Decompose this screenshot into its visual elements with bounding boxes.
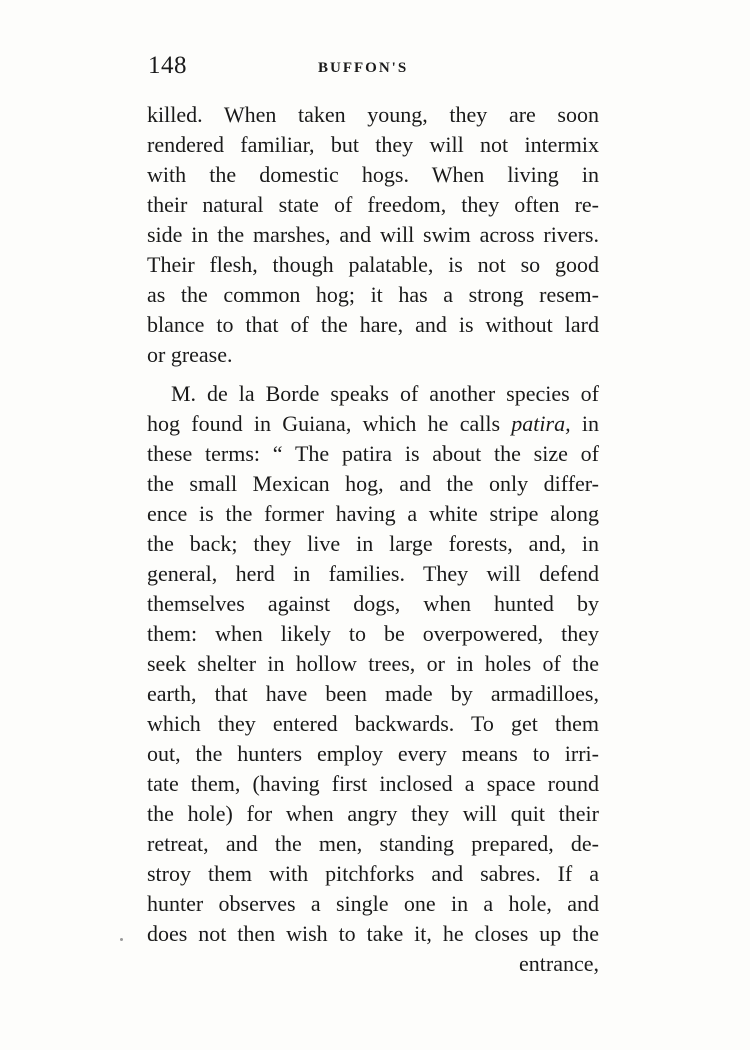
text-segment: in bbox=[570, 411, 599, 436]
text-line: M. de la Borde speaks of another species of bbox=[171, 381, 599, 406]
text-line: the hole) for when angry they will quit their bbox=[147, 801, 599, 826]
text-line: them: when likely to be overpowered, they bbox=[147, 621, 599, 646]
running-title: BUFFON'S bbox=[318, 60, 409, 76]
text-line: out, the hunters employ every means to irri- bbox=[147, 741, 599, 766]
page-number: 148 bbox=[148, 52, 187, 79]
text-line: Their flesh, though palatable, is not so good bbox=[147, 252, 599, 277]
text-line: stroy them with pitchforks and sabres. If a bbox=[147, 861, 599, 886]
text-line: the small Mexican hog, and the only differ- bbox=[147, 471, 599, 496]
paper-speck bbox=[120, 938, 123, 941]
italic-word: patira, bbox=[511, 411, 571, 436]
text-line: themselves against dogs, when hunted by bbox=[147, 591, 599, 616]
paragraph-gap bbox=[147, 370, 599, 379]
text-line-with-italic bbox=[147, 409, 599, 439]
text-line: hunter observes a single one in a hole, and bbox=[147, 891, 599, 916]
text-line: retreat, and the men, standing prepared, de- bbox=[147, 831, 599, 856]
body-text bbox=[147, 100, 599, 979]
text-segment: hog found in Guiana, which he calls bbox=[147, 411, 512, 436]
text-line: with the domestic hogs. When living in bbox=[147, 162, 599, 187]
text-line: the back; they live in large forests, and, in bbox=[147, 531, 599, 556]
text-line: these terms: “ The patira is about the size of bbox=[147, 441, 599, 466]
text-line: general, herd in families. They will defend bbox=[147, 561, 599, 586]
text-line: or grease. bbox=[147, 342, 233, 367]
text-line: does not then wish to take it, he closes up the bbox=[147, 921, 599, 946]
text-line: blance to that of the hare, and is without lard bbox=[147, 312, 599, 337]
catchword: entrance, bbox=[519, 951, 599, 976]
text-line: as the common hog; it has a strong resem- bbox=[147, 282, 599, 307]
text-line: killed. When taken young, they are soon bbox=[147, 102, 599, 127]
text-line: which they entered backwards. To get them bbox=[147, 711, 599, 736]
text-line: tate them, (having first inclosed a space round bbox=[147, 771, 599, 796]
text-line: rendered familiar, but they will not intermix bbox=[147, 132, 599, 157]
text-line: side in the marshes, and will swim across rivers. bbox=[147, 222, 599, 247]
text-line: their natural state of freedom, they often re- bbox=[147, 192, 599, 217]
text-line: earth, that have been made by armadilloes, bbox=[147, 681, 599, 706]
running-head bbox=[148, 52, 600, 86]
text-line: seek shelter in hollow trees, or in holes of the bbox=[147, 651, 599, 676]
text-line: ence is the former having a white stripe along bbox=[147, 501, 599, 526]
